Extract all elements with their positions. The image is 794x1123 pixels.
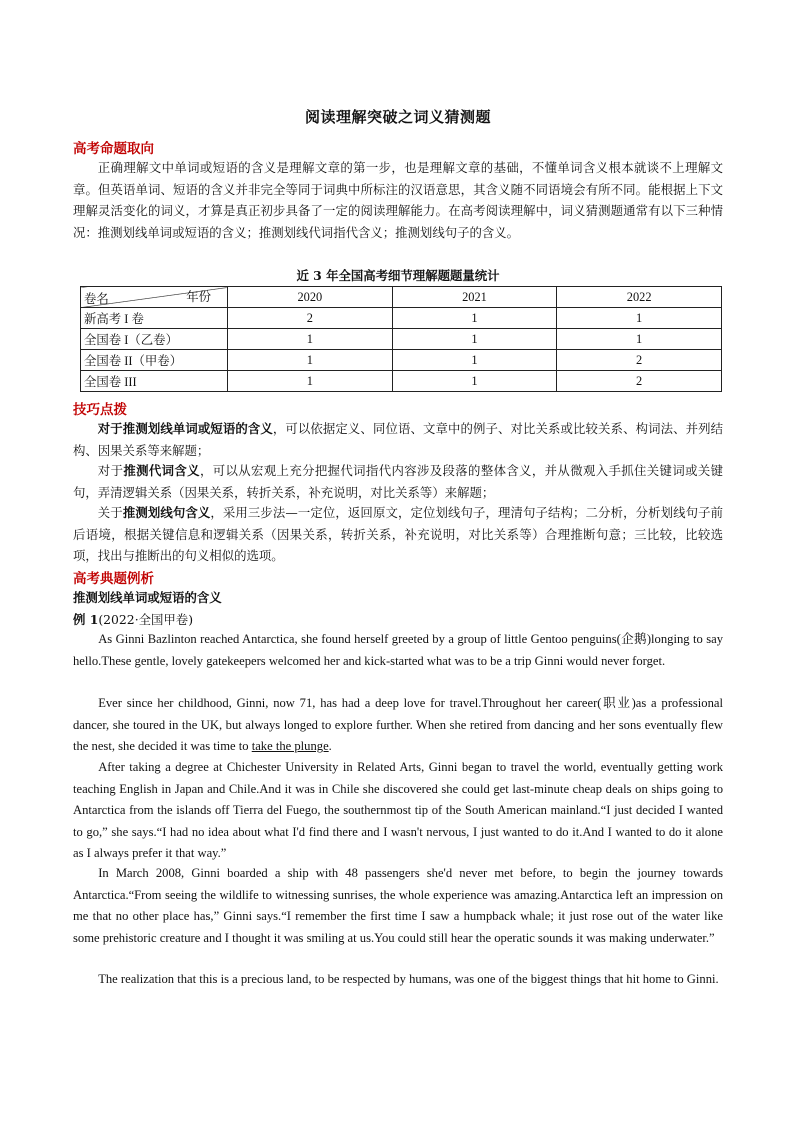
header-paper-label: 卷名: [84, 292, 109, 306]
passage-paragraph: Ever since her childhood, Ginni, now 71, has had a deep love for travel.Throughout her career(职业)as a professional dancer, she toured in the UK, but always longed to explore further. When she retired from dancing and her sons eventually flew the nest, she decided it was time to take the plunge.: [73, 696, 723, 754]
underlined-phrase: take the plunge: [251, 739, 329, 754]
tip-paragraph-pronoun: [73, 460, 723, 503]
tip-bold: 推测划线句含义: [122, 505, 211, 520]
tip-bold: 推测代词含义: [123, 463, 200, 478]
passage-paragraph: As Ginni Bazlinton reached Antarctica, she found herself greeted by a group of little Gentoo penguins(企鹅)longing to say hello.These gentle, lovely gatekeepers welcomed her and kick-started what was to be a trip Ginni would never forget.: [73, 632, 723, 668]
tip-paragraph-sentence: [73, 502, 723, 567]
row-label: 全国卷 I（乙卷）: [81, 329, 228, 350]
section-heading-tips: 技巧点拨: [73, 402, 127, 418]
table-cell: 1: [228, 371, 393, 392]
year-header: 2021: [392, 287, 557, 308]
passage-paragraph: After taking a degree at Chichester University in Related Arts, Ginni began to travel the world, eventually getting work teaching English in Japan and Chile.And it was in Chile she discovered she could get last-minute cheap deals on ships going to Antarctica from the islands off Tierra del Fuego, the southernmost tip of the South American mainland.“I just decided I wanted to go,” she says.“I had no idea about what I'd find there and I wasn't nervous, I just wanted to do it.And I wanted to do it alone as I always prefer it that way.”: [73, 760, 723, 861]
example-source: (2022·全国甲卷): [98, 612, 194, 627]
table-cell: 1: [228, 350, 393, 371]
table-cell: 1: [392, 350, 557, 371]
example-number: 例 1: [73, 612, 99, 627]
tip-text: ，可以从宏观上充分把握代词指代内容涉及段落的整体含义，并从微观入手抓住关键词或关键句，弄清逻辑关系（因果关系，转折关系，补充说明，对比关系等）来解题；: [73, 463, 724, 500]
table-cell: 2: [557, 350, 722, 371]
tip-bold: 对于推测划线单词或短语的含义: [97, 421, 273, 436]
tip-lead: 对于: [97, 463, 124, 478]
table-row: [81, 329, 722, 350]
header-year-label: 年份: [186, 290, 211, 304]
example-label: [73, 610, 193, 628]
section-heading-exam-trend: 高考命题取向: [73, 141, 154, 157]
row-label: 全国卷 III: [81, 371, 228, 392]
passage-text: Ever since her childhood, Ginni, now 71, has had a deep love for travel.Throughout her career(职业)as a professional dancer, she toured in the UK, but always longed to explore further. When she retired from dancing and her sons eventually flew the nest, she decided it was time to: [73, 696, 723, 754]
tip-lead: 关于: [97, 505, 123, 520]
table-row: [81, 308, 722, 329]
row-label: 全国卷 II（甲卷）: [81, 350, 228, 371]
table-cell: 1: [392, 371, 557, 392]
table-row: [81, 371, 722, 392]
example-subheading: 推测划线单词或短语的含义: [73, 590, 222, 605]
section-heading-examples: 高考典题例析: [73, 571, 154, 587]
passage-paragraph: In March 2008, Ginni boarded a ship with 48 passengers she'd never met before, to begin the journey towards Antarctica.“From seeing the wildlife to witnessing sunrises, the whole experience was amazing.Antarctica left an impression on me that no other place has,” Ginni says.“I remember the first time I saw a humpback whale; it just rose out of the water like some prehistoric creature and I thought it was smiling at us.You could still hear the operatic sounds it was making underwater.”: [73, 866, 723, 945]
table-caption: 近 3 年全国高考细节理解题题量统计: [296, 268, 500, 283]
table-cell: 1: [228, 329, 393, 350]
table-cell: 2: [228, 308, 393, 329]
diagonal-header-cell: [81, 287, 228, 308]
tip-paragraph-word: [73, 418, 723, 461]
page-title: 阅读理解突破之词义猜测题: [304, 108, 491, 126]
statistics-table: [80, 286, 722, 392]
year-header: 2022: [557, 287, 722, 308]
table-header-row: [81, 287, 722, 308]
table-cell: 1: [557, 329, 722, 350]
table-cell: 1: [392, 329, 557, 350]
exam-trend-paragraph: 正确理解文中单词或短语的含义是理解文章的第一步，也是理解文章的基础，不懂单词含义根本就谈不上理解文章。但英语单词、短语的含义并非完全等同于词典中所标注的汉语意思，其含义随不同语境会有所不同。能根据上下文理解灵活变化的词义，才算是真正初步具备了一定的阅读理解能力。在高考阅读理解中，词义猜测题通常有以下三种情况：推测划线单词或短语的含义；推测划线代词指代含义；推测划线句子的含义。: [73, 160, 723, 240]
tip-text: ，可以依据定义、同位语、文章中的例子、对比关系或比较关系、构词法、并列结构、因果关系等来解题；: [73, 421, 724, 458]
table-row: [81, 350, 722, 371]
year-header: 2020: [228, 287, 393, 308]
tip-text: ，采用三步法—一定位，返回原文，定位划线句子，理清句子结构；二分析，分析划线句子前后语境，根据关键信息和逻辑关系（因果关系，转折关系，补充说明，对比关系等）合理推断句意；三比较，比较选项，找出与推断出的句义相似的选项。: [73, 505, 724, 564]
table-cell: 1: [557, 308, 722, 329]
table-cell: 2: [557, 371, 722, 392]
table-cell: 1: [392, 308, 557, 329]
row-label: 新高考 I 卷: [81, 308, 228, 329]
passage-paragraph: The realization that this is a precious land, to be respected by humans, was one of the biggest things that hit home to Ginni.: [98, 972, 719, 986]
